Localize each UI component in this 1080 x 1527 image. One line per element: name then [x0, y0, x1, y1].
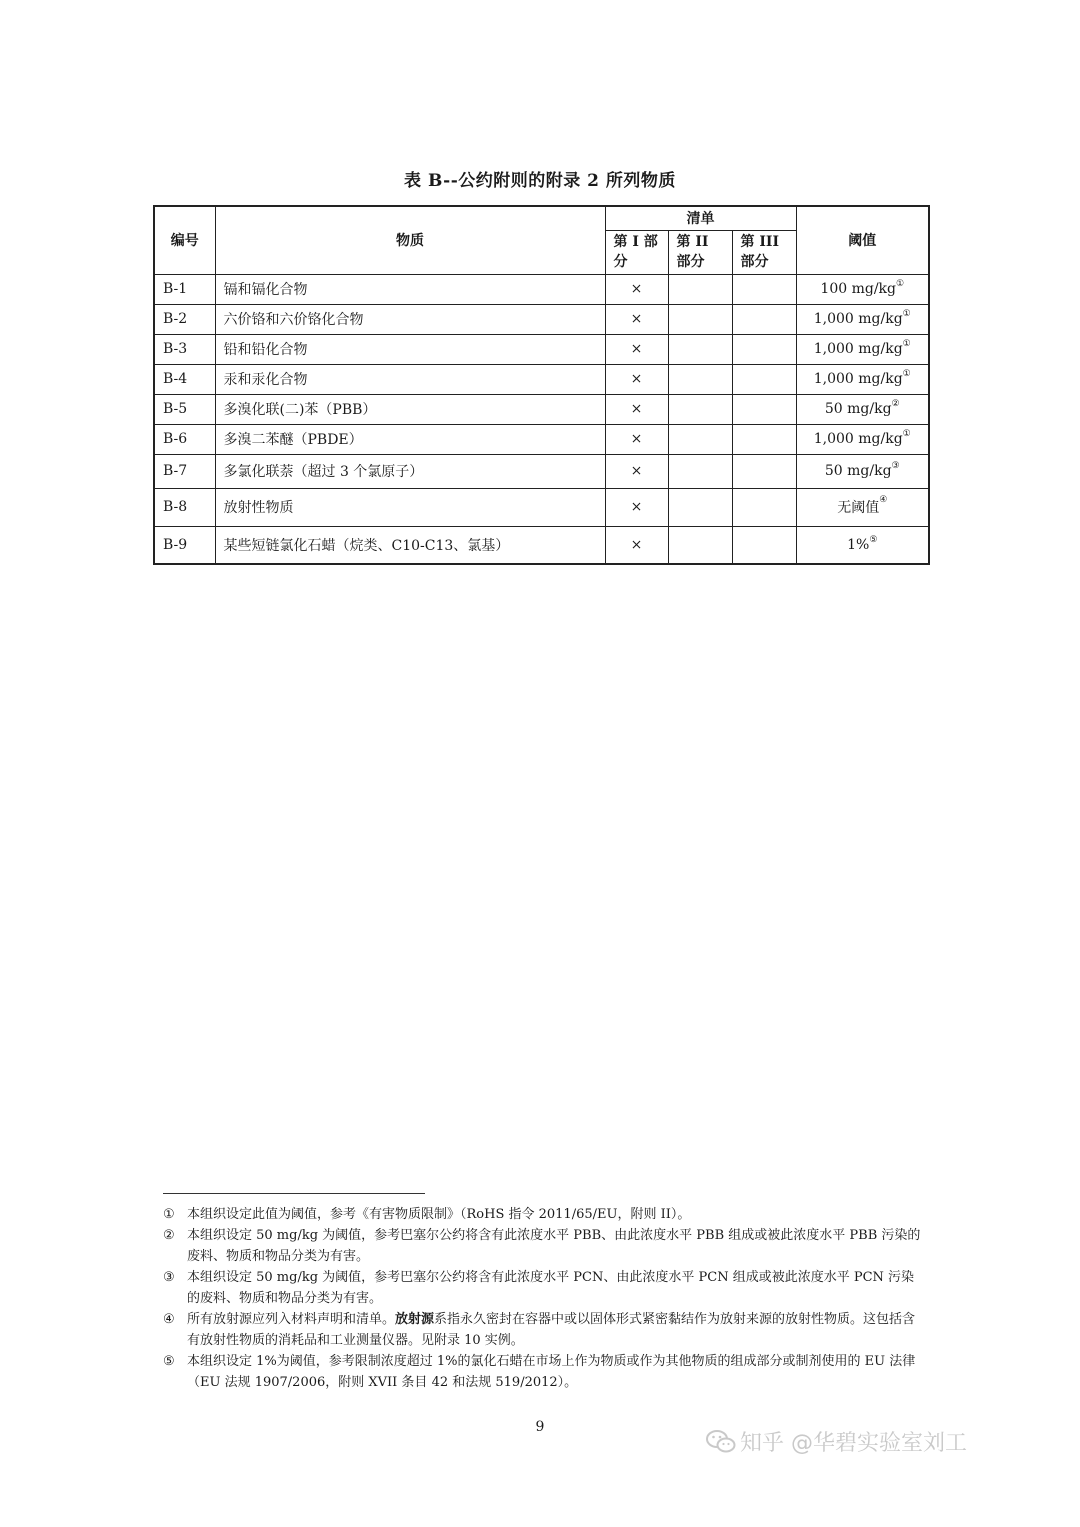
footnote-mark: ③	[163, 1270, 175, 1285]
footnote-text: 本组织设定 50 mg/kg 为阈值，参考巴塞尔公约将含有此浓度水平 PCN、由此浓度水平 PCN 组成或被此浓度水平 PCN 污染的废料、物质和物品分类为有害。	[187, 1270, 915, 1306]
cell-threshold	[796, 334, 929, 364]
footnote-ref: ④	[879, 495, 888, 505]
watermark-text: 知乎 @华碧实验室刘工	[740, 1431, 967, 1456]
cell-number: B-6	[154, 424, 215, 454]
cell-part-2	[668, 526, 732, 564]
cell-part-3	[732, 274, 796, 304]
cell-part-3	[732, 304, 796, 334]
header-part-2: 第 II 部分	[668, 230, 732, 274]
cell-threshold	[796, 526, 929, 564]
cell-part-2	[668, 488, 732, 526]
cell-part-1: ×	[605, 488, 668, 526]
footnote-text-after: 系指永久密封在容器中或以固体形式紧密黏结作为放射来源的放射性物质。这包括含有放射性物质的消耗品和工业测量仪器。见附录 10 实例。	[187, 1312, 916, 1348]
threshold-value: 1,000 mg/kg	[813, 311, 903, 327]
cell-number: B-5	[154, 394, 215, 424]
cell-threshold	[796, 488, 929, 526]
cell-part-1: ×	[605, 394, 668, 424]
threshold-value: 50 mg/kg	[824, 463, 892, 479]
cell-threshold	[796, 274, 929, 304]
header-part-3: 第 III 部分	[732, 230, 796, 274]
cell-threshold	[796, 304, 929, 334]
footnote-text: 本组织设定此值为阈值，参考《有害物质限制》（RoHS 指令 2011/65/EU，附则 II）。	[187, 1207, 691, 1222]
table-title: 表 B--公约附则的附录 2 所列物质	[404, 171, 676, 191]
footnote-2	[163, 1225, 923, 1267]
cell-part-2	[668, 424, 732, 454]
cell-part-3	[732, 394, 796, 424]
footnote-ref: ①	[902, 309, 911, 319]
footnote-text-before: 所有放射源应列入材料声明和清单。	[187, 1312, 396, 1327]
cell-part-1: ×	[605, 526, 668, 564]
cell-part-3	[732, 334, 796, 364]
footnote-4	[163, 1309, 923, 1351]
table-row	[154, 334, 929, 364]
footnote-ref: ①	[896, 279, 905, 289]
cell-part-1: ×	[605, 424, 668, 454]
footnote-mark: ②	[163, 1228, 175, 1243]
cell-substance: 镉和镉化合物	[215, 274, 605, 304]
cell-number: B-8	[154, 488, 215, 526]
cell-part-2	[668, 364, 732, 394]
footnote-3	[163, 1267, 923, 1309]
footnote-mark: ①	[163, 1207, 175, 1222]
table-row	[154, 304, 929, 334]
cell-substance: 铅和铅化合物	[215, 334, 605, 364]
cell-part-2	[668, 274, 732, 304]
cell-substance: 汞和汞化合物	[215, 364, 605, 394]
footnote-ref: ⑤	[869, 534, 878, 545]
cell-threshold	[796, 364, 929, 394]
cell-part-2	[668, 454, 732, 488]
wechat-icon	[706, 1429, 736, 1455]
threshold-value: 1%	[847, 536, 870, 553]
table-row	[154, 454, 929, 488]
watermark	[706, 1426, 967, 1457]
threshold-value: 无阈值	[837, 500, 880, 516]
threshold-value: 100 mg/kg	[820, 281, 896, 297]
footnote-text: 本组织设定 1%为阈值，参考限制浓度超过 1%的氯化石蜡在市场上作为物质或作为其他物质的组成部分或制剂使用的 EU 法律（EU 法规 1907/2006，附则 XVII 条目 42 和法规 519/2012）。	[187, 1354, 916, 1390]
cell-threshold	[796, 394, 929, 424]
footnote-mark: ⑤	[163, 1354, 175, 1369]
footnote-rule	[163, 1193, 425, 1194]
footnote-ref: ②	[891, 399, 900, 409]
table-row	[154, 364, 929, 394]
cell-threshold	[796, 454, 929, 488]
cell-number: B-4	[154, 364, 215, 394]
cell-substance: 六价铬和六价铬化合物	[215, 304, 605, 334]
cell-part-3	[732, 424, 796, 454]
header-part-1: 第 I 部分	[605, 230, 668, 274]
header-threshold: 阈值	[796, 206, 929, 274]
threshold-value: 1,000 mg/kg	[813, 341, 903, 357]
table-row	[154, 526, 929, 564]
cell-part-1: ×	[605, 334, 668, 364]
table-row	[154, 424, 929, 454]
footnote-1	[163, 1204, 923, 1225]
cell-number: B-3	[154, 334, 215, 364]
cell-part-1: ×	[605, 274, 668, 304]
header-substance: 物质	[215, 206, 605, 274]
substance-table	[153, 205, 930, 565]
threshold-value: 50 mg/kg	[824, 401, 892, 417]
cell-number: B-1	[154, 274, 215, 304]
cell-number: B-7	[154, 454, 215, 488]
cell-number: B-9	[154, 526, 215, 564]
cell-part-3	[732, 454, 796, 488]
cell-substance: 某些短链氯化石蜡（烷类、C10-C13、氯基）	[215, 526, 605, 564]
cell-part-3	[732, 364, 796, 394]
threshold-value: 1,000 mg/kg	[813, 431, 903, 447]
footnote-ref: ①	[902, 339, 911, 349]
header-number: 编号	[154, 206, 215, 274]
page-number: 9	[535, 1419, 545, 1435]
header-list: 清单	[605, 206, 796, 230]
cell-substance: 多溴化联(二)苯（PBB）	[215, 394, 605, 424]
cell-part-2	[668, 394, 732, 424]
cell-part-3	[732, 488, 796, 526]
footnote-bold-term: 放射源	[395, 1312, 435, 1327]
cell-substance: 多氯化联萘（超过 3 个氯原子）	[215, 454, 605, 488]
footnote-ref: ①	[902, 369, 911, 379]
cell-number: B-2	[154, 304, 215, 334]
footnotes	[163, 1204, 923, 1393]
cell-threshold	[796, 424, 929, 454]
threshold-value: 1,000 mg/kg	[813, 371, 903, 387]
footnote-mark: ④	[163, 1312, 175, 1327]
table-row	[154, 394, 929, 424]
cell-part-1: ×	[605, 364, 668, 394]
footnote-text	[187, 1309, 923, 1351]
footnote-ref: ③	[891, 461, 900, 471]
table-row	[154, 488, 929, 526]
footnote-text: 本组织设定 50 mg/kg 为阈值，参考巴塞尔公约将含有此浓度水平 PBB、由此浓度水平 PBB 组成或被此浓度水平 PBB 污染的废料、物质和物品分类为有害。	[187, 1228, 921, 1264]
cell-substance: 多溴二苯醚（PBDE）	[215, 424, 605, 454]
cell-part-3	[732, 526, 796, 564]
cell-part-1: ×	[605, 304, 668, 334]
cell-part-2	[668, 304, 732, 334]
cell-part-1: ×	[605, 454, 668, 488]
cell-part-2	[668, 334, 732, 364]
table-row	[154, 274, 929, 304]
cell-substance: 放射性物质	[215, 488, 605, 526]
footnote-ref: ①	[902, 429, 911, 439]
footnote-5	[163, 1351, 923, 1393]
